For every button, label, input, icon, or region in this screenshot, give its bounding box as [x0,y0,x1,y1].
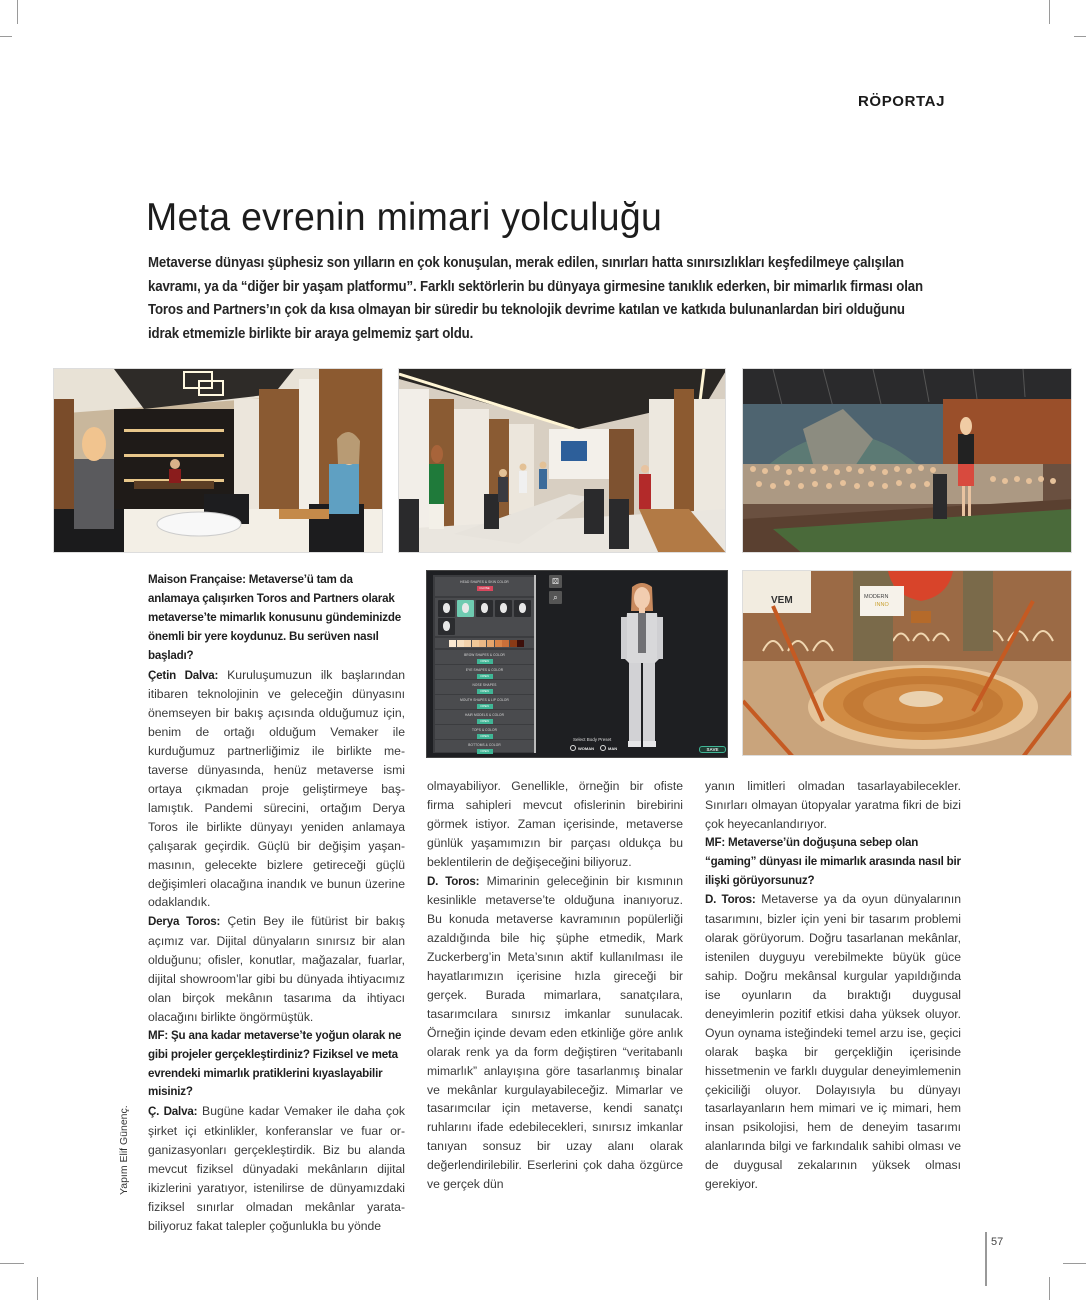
option-label: BOTTOMS & COLOR [468,743,501,747]
office-scene [54,369,383,553]
option-section [435,710,534,724]
close-button[interactable]: CLOSE [477,586,493,591]
zoom-magnifier-icon[interactable]: ⌕ [549,591,562,604]
page-number-rule [985,1232,987,1286]
open-button[interactable]: OPEN [477,674,493,679]
crop-mark [1049,0,1050,24]
face-option[interactable] [514,600,531,617]
empty-circle-icon [600,745,606,751]
speaker-name: D. Toros: [705,893,756,907]
avatar-figure [617,583,667,751]
interview-answer [427,872,683,1194]
meeting-room-scene [399,369,726,553]
crop-mark [37,1277,38,1300]
crop-mark [17,0,18,24]
interview-answer [427,777,683,872]
answer-text: Mimarinin geleceğinin bir kısmının kesinlikle metaverse’te olduğuna inanıyoruz. Bu konuda metaverse kavramının popülerliği azaldığında bile hiç şüphe etmedik, Mark Zuckerberg’in Meta’sının aktif kullanılması ile hayatlarımızın içerisine hızla gireceği bir gerçek. Burada mimarlara, sanatçılara, tasarımcılara sınırsız imkanlar sunulacak. Örneğin içinde devam eden etkinliğe göre anlık olarak renk ya da form değiştiren “veritabanlı mimarlık” anlayışına göre tasarlanmış binalar ve mekânlar kurgulayabileceğiz. Mimarlar ve tasarımcılar için metaverse, kendi sanatçı ruhlarını ifade edebilecekleri, sınırsız imkanlar tanıyan sonsuz bir uzay alanı olarak değerlendirilebilir. Eserlerini çok daha özgürce ve gerçek dün [427,873,683,1192]
skin-color-swatches [435,638,534,648]
section-label: RÖPORTAJ [858,93,946,110]
face-option[interactable] [495,600,512,617]
article-column-1 [148,571,405,1236]
interview-question: MF: Şu ana kadar metaverse’te yoğun olarak ne gibi projeler gerçekleştirdiniz? Fiziksel ve meta evrendeki mimarlık pratiklerini kıyaslayabilir misiniz? [148,1028,402,1099]
meeting-room-photo [398,368,726,553]
crop-mark [1049,1277,1050,1300]
interview-question: MF: Metaverse’ün doğuşuna sebep olan “gaming” dünyası ile mimarlık arasında nasıl bir ilişki görüyorsunuz? [705,835,961,887]
checked-circle-icon [570,745,576,751]
woman-radio[interactable] [570,745,594,751]
option-section [435,650,534,664]
option-label: EYE SHAPES & COLOR [465,668,504,672]
face-option[interactable] [438,618,455,635]
face-option[interactable] [476,600,493,617]
interview-question: Maison Française: Metaverse’ü tam da anlamaya çalışırken Toros and Partners olarak metaverse’te mimarlık konusunu gündeminizde önemli bir yere koydunuz. Bu serüven nasıl başladı? [148,573,401,662]
open-button[interactable]: OPEN [477,689,493,694]
open-button[interactable]: OPEN [477,749,493,754]
skin-color-swatch[interactable] [495,640,502,647]
open-button[interactable]: OPEN [477,704,493,709]
option-label: HEAD SHAPES & SKIN COLOR [460,580,509,584]
answer-text: olmayabiliyor. Genellikle, örneğin bir ofiste firma sahipleri mevcut ofislerinin birebirini görmek istiyor. Zaman içerisinde, metaverse günlük yaşamımızın bir parçası oldukça bu beklentilerin de değişeceğini biliyoruz. [427,779,683,869]
answer-text: Çetin Bey ile fütürist bir bakış açımız var. Dijital dünyaların sınırsız bir alan olduğunu; ofisler, konutlar, mağazalar, fuarlar, dijital showroom’lar gibi bu dünyada ihtiyacımız olan birçok mekânın tasarıma da ihtiyacı olacağını birlikte öngörmüştük. [148,914,405,1024]
skin-color-swatch[interactable] [464,640,471,647]
skin-color-swatch[interactable] [487,640,494,647]
interview-answer [148,912,405,1026]
speaker-name: Çetin Dalva: [148,668,219,682]
modern-inno-sign-text-2: INNO [875,602,889,608]
speaker-name: D. Toros: [427,874,480,888]
skin-color-swatch[interactable] [472,640,479,647]
option-label: MOUTH SHAPES & LIP COLOR [460,698,509,702]
option-label: NOSE SHAPES [472,683,497,687]
answer-text: yanın limitleri olmadan tasarlayabilecekler. Sınırları olmayan ütopyalar yaratma fikri de bizi çok heyecanlandırıyor. [705,779,961,831]
man-radio[interactable] [600,745,617,751]
open-button[interactable]: OPEN [477,719,493,724]
amphitheater-scene [743,571,1072,756]
article-title: Meta evrenin mimari yolculuğu [146,196,663,239]
answer-text: Kuruluşumuzun ilk başlarından itibaren teknolojinin ve geleceğin dünyasını önemseyen bir bakış açısında olduğumuz için, benim de ortağı olduğum Vemaker ile kurduğumuz partnerliğimiz ile birlikte metaverse dünyasında, henüz metaverse ismi ortaya çıkmadan proje geliştirmeye başlamıştık. Pandemi sürecini, ortağım Derya Toros ile birlikte dünyayı yeniden anlamaya çalışarak geçirdik. Güçlü bir değişim yaşanmasının, gelecekte bizlere getireceği güçlü değişimleri olacağına inandık ve bunun üzerine odaklandık. [148,667,406,910]
crop-mark [0,36,12,37]
audience [743,464,1056,504]
skin-color-swatch[interactable] [479,640,486,647]
auditorium-scene [743,369,1072,553]
crop-mark [1074,36,1086,37]
body-preset-label: Select Body Preset [573,737,612,742]
face-shape-grid [435,598,534,636]
option-section [435,740,534,752]
avatar-editor-screenshot [426,570,728,758]
answer-text: Metaverse ya da oyun dünyalarının tasarımını, bizler için yeni bir tasarım problemi olarak görüyorum. Doğru tasarlanan mekânlar, istenilen duyguyu verebilmekte büyük güce sahip. Doğru mekânsal kurgular yapıldığında ise oyunların da bıraktığı duygusal deneyimlerin pozitif etkisi daha yüksek oluyor. Oyun oynama isteğindeki temel arzu ise, geçici olarak başka bir gerçekliğin içerisinde hissetmenin ve farklı duygular deneyimlemenin çekiciliği oluyor. Dolayısıyla bu dünyayı tasarlayanların hem mimari ve iç mimari, hem insan psikolojisi, hem de deneyim tasarımı alanlarında bilgi ve farkındalık sahibi olması ve de duygusal zekalarının yüksek olması gerekiyor. [705,892,961,1192]
option-section [435,577,534,596]
vem-sign-text: VEM [771,595,793,606]
option-label: BROW SHAPES & COLOR [464,653,505,657]
speaker-name: Ç. Dalva: [148,1105,198,1119]
option-label: HAIR MODELS & COLOR [464,713,505,717]
modern-inno-sign-text: MODERN [864,594,889,600]
speaker-name: Derya Toros: [148,915,221,929]
skin-color-swatch[interactable] [449,640,456,647]
amphitheater-photo [742,570,1072,756]
open-button[interactable]: OPEN [477,659,493,664]
page-number: 57 [991,1236,1004,1248]
option-section [435,725,534,739]
article-column-2 [427,777,683,1194]
option-section [435,680,534,694]
interview-answer [148,1102,405,1235]
face-option-selected[interactable] [457,600,474,617]
skin-color-swatch[interactable] [457,640,464,647]
face-option[interactable] [438,600,455,617]
crop-mark [1063,1263,1086,1264]
skin-color-swatch[interactable] [517,640,524,647]
interview-answer [148,666,405,913]
save-button[interactable]: SAVE [699,746,726,753]
open-button[interactable]: OPEN [477,734,493,739]
option-section [435,665,534,679]
answer-text: Bugüne kadar Vemaker ile daha çok şirket içi etkinlikler, konferanslar ve fuar organizasyonları gerçekleştirdik. Biz bu alanda mevcut fiziksel dünyadaki mekânların dijital ikizlerini yaratıyor, istenilirse de dünyamızdaki fiziksel sınırlar olmadan mekânlar yaratabiliyoruz fakat talepler çoğunlukla bu yönde [148,1104,405,1233]
crop-mark [0,1263,24,1264]
avatar-options-panel [433,575,536,753]
interview-answer [705,777,961,834]
man-label: MAN [608,745,618,751]
office-photo [53,368,383,553]
production-credit: Yapım Elif Günenç. [118,1105,130,1195]
option-label: TOPS & COLOR [471,728,498,732]
auditorium-photo [742,368,1072,553]
woman-label: WOMAN [578,745,594,751]
skin-color-swatch[interactable] [510,640,517,647]
skin-color-swatch[interactable] [502,640,509,647]
article-lead: Metaverse dünyası şüphesiz son yılların en çok konuşulan, merak edilen, sınırları hatta sınırsızlıkları keşfedilmeye çalışılan kavramı, ya da “diğer bir yaşam platformu”. Farklı sektörlerin bu dünyaya girmesine tanıklık ederken, bir mimarlık firması olan Toros and Partners’ın çok da kısa olmayan bir süredir bu teknolojik devrime katılan ve katkıda bulunanlardan biri olduğunu idrak etmemizle birlikte bir araya gelmemiz şart oldu. [148,255,923,342]
interview-answer [705,890,961,1194]
randomize-dice-icon[interactable]: ⚄ [549,575,562,588]
article-column-3 [705,777,961,1194]
option-section [435,695,534,709]
